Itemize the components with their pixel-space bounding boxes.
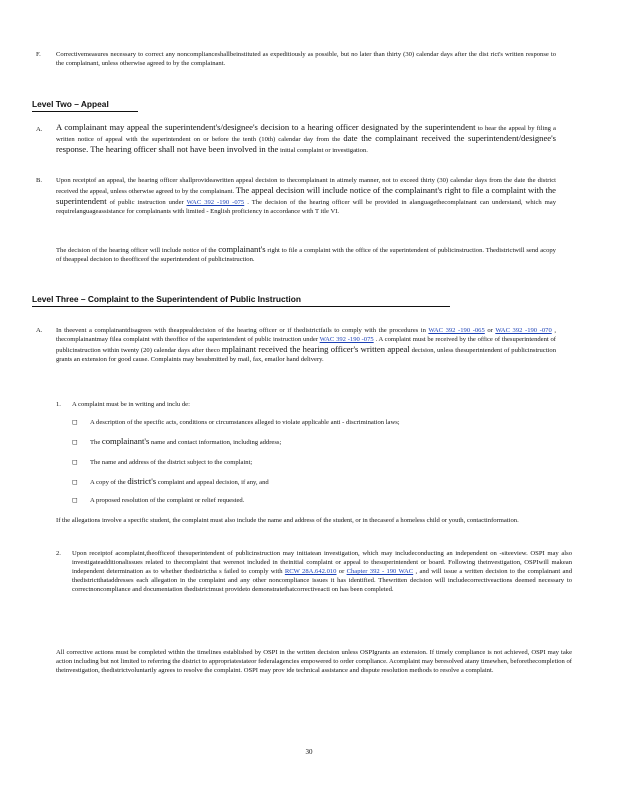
bullet-3-pre: The name and address of the district subject to the complaint;: [90, 459, 253, 466]
item-2-body-b: , and will issue a written decision to the complainant and thedistrictthataddresses each allegation in the complaint and any other noncompliance issues it has identified. Thewritten decision will includecorrectiveactions deemed necessary to correctnoncompliance and documentation thedistrictmust provideto demonstratethatcorrectiveacti on has been completed.: [72, 568, 572, 593]
wac-075-link[interactable]: WAC 392 -190 -075: [186, 199, 245, 206]
allegations-text: If the allegations involve a specific student, the complaint must also include the name and address of the student, or in thecaseof a homeless child or youth, contactinformation.: [56, 517, 519, 524]
level-two-a-emphasis-2: date the complainant received the superintendent/designee's response. The hearing officer shall not have been involved in the: [56, 133, 556, 154]
level-three-heading: Level Three – Complaint to the Superintendent of Public Instruction: [32, 294, 301, 304]
bullet-mark-4: ◻: [72, 478, 78, 486]
bullet-mark-3: ◻: [72, 458, 78, 466]
level-two-a-body-2: initial complaint or investigation.: [280, 147, 368, 154]
bullet-text-1: [90, 418, 558, 427]
level-three-a-body-1: In theevent a complainantdisagrees with theappealdecision of the hearing officer or if thedistrictfails to comply with the procedures in: [56, 327, 426, 334]
bullet-1-pre: A description of the specific acts, conditions or circumstances alleged to violate applicable anti - discrimination laws;: [90, 419, 400, 426]
level-three-a-body-4: decision, unless thesuperintendent of publicinstruction grants an extension for good cause. Complaints may besubmitted by mail, fax, emailor hand delivery.: [56, 347, 556, 363]
chapter-392-190-link[interactable]: Chapter 392 - 190 WAC: [346, 568, 414, 575]
item-2-label: 2.: [56, 550, 61, 557]
level-three-a-body-2: , thecomplainantmay filea complaint with theoffice of the superintendent of public instruction under: [56, 327, 556, 343]
bullet-4-pre: A copy of the: [90, 479, 126, 486]
level-two-a-body: to hear the appeal by filing a written notice of appeal with the superintendent on or before the tenth (10th) calendar day from the: [56, 125, 556, 143]
level-three-a-text: [56, 326, 556, 364]
level-two-b-paragraph-2: [56, 244, 556, 264]
item-2-or: or: [338, 568, 345, 575]
level-two-b-label: B.: [36, 177, 43, 184]
level-two-heading-rule: [32, 111, 138, 112]
level-three-a-or: or: [487, 327, 493, 334]
final-paragraph: All corrective actions must be completed within the timelines established by OSPI in the written decision unless OSPIgrants an extension. If timely compliance is not achieved, OSPI may take action including but not limited to referring the district to appropriatestateor federalagencies empowered to order compliance. Acomplaint may beresolved atany timewhen, beforethecompletion of theinvestigation, thedistrictvoluntarily agrees to resolve the complaint. OSPI may prov ide technical assistance and dispute resolution methods to resolve a complaint.: [56, 649, 572, 674]
bullet-2-pre: The: [90, 439, 101, 446]
bullet-text-4: [90, 476, 558, 487]
level-three-heading-rule: [32, 306, 450, 307]
bullet-5-pre: A proposed resolution of the complaint or relief requested.: [90, 497, 245, 504]
level-three-a-label: A.: [36, 327, 43, 334]
level-two-b-emphasis: The appeal decision will include notice of the complainant's right to file a complaint with the superintendent: [56, 185, 556, 206]
level-two-a-emphasis: A complainant may appeal the superintendent's/designee's decision to a hearing officer designated by the superintendent: [56, 122, 476, 132]
bullet-text-3: [90, 458, 558, 467]
level-two-b-text: [56, 176, 556, 216]
level-two-b-body-2a: of public instruction under: [109, 199, 184, 206]
bullet-mark-1: ◻: [72, 418, 78, 426]
bullet-4-post: complaint and appeal decision, if any, and: [157, 479, 269, 486]
item-1-text: A complaint must be in writing and inclu de:: [72, 401, 190, 408]
bullet-text-2: [90, 436, 558, 447]
bullet-2-post: name and contact information, including address;: [150, 439, 282, 446]
wac-075-link-2[interactable]: WAC 392 -190 -075: [319, 336, 374, 343]
level-two-b-para2-a: The decision of the hearing officer will include notice of the: [56, 247, 217, 254]
wac-070-link[interactable]: WAC 392 -190 -070: [495, 327, 552, 334]
bullet-text-5: [90, 496, 558, 505]
page-number: 30: [305, 748, 313, 756]
bullet-mark-2: ◻: [72, 438, 78, 446]
level-two-b-para2-emphasis: complainant's: [218, 244, 266, 254]
item-2-body-a: Upon receiptof acomplaint,theofficeof thesuperintendent of publicinstruction may initiatean investigation, which may includeconducting an independent on -siteeview. OSPI may also investigateadditionalissues related to thecomplaint that werenot included in theinitial complaint or appeal to thesuperintendent or board. Following theinvestigation, OSPIwill makean independent determination as to whether thedistrictha s failed to comply with: [72, 550, 572, 575]
level-two-b-body-2b: . The decision of the hearing officer will be provided in alanguagethecomplainant can understand, which may requirelanguageassistance for complainants with limited - English proficiency in accordance with T itle VI.: [56, 199, 556, 215]
wac-065-link[interactable]: WAC 392 -190 -065: [428, 327, 485, 334]
level-two-b-body: Upon receiptof an appeal, the hearing officer shallprovideawritten appeal decision to thecomplainant in atimely manner, not to exceed thirty (30) calendar days from the date the district received the appeal, unless otherwise agreed to by the complainant.: [56, 177, 556, 195]
level-three-a-body-3: . A complaint must be received by the office of thesuperintendent of publicinstruction within twenty (20) calendar days after theco: [56, 336, 556, 354]
level-two-a-text: [56, 122, 556, 155]
level-two-b-para2-b: right to file a complaint with the office of the superintendent of publicinstruction. Thedistrictwill send acopy of theappeal decision to theofficeof the superintendent of publicinstruction.: [56, 247, 556, 263]
bullet-mark-5: ◻: [72, 496, 78, 504]
bullet-4-emphasis: district's: [127, 476, 157, 486]
level-two-heading: Level Two – Appeal: [32, 99, 109, 109]
level-two-a-label: A.: [36, 126, 43, 133]
item-2-text: [72, 549, 572, 594]
level-three-a-emphasis: mplainant received the hearing officer's written appeal: [221, 344, 410, 354]
rcw-link[interactable]: RCW 28A.642.010: [284, 568, 337, 575]
section-f-label: F.: [36, 51, 41, 58]
item-1-label: 1.: [56, 401, 61, 408]
section-f-text: Correctivemeasures necessary to correct any noncomplianceshallbeinstituted as expeditiously as possible, but no later than thirty (30) calendar days after the dist rict's written response to the complainant, unless otherwise agreed to by the complainant.: [56, 51, 556, 67]
bullet-2-emphasis: complainant's: [101, 436, 150, 446]
